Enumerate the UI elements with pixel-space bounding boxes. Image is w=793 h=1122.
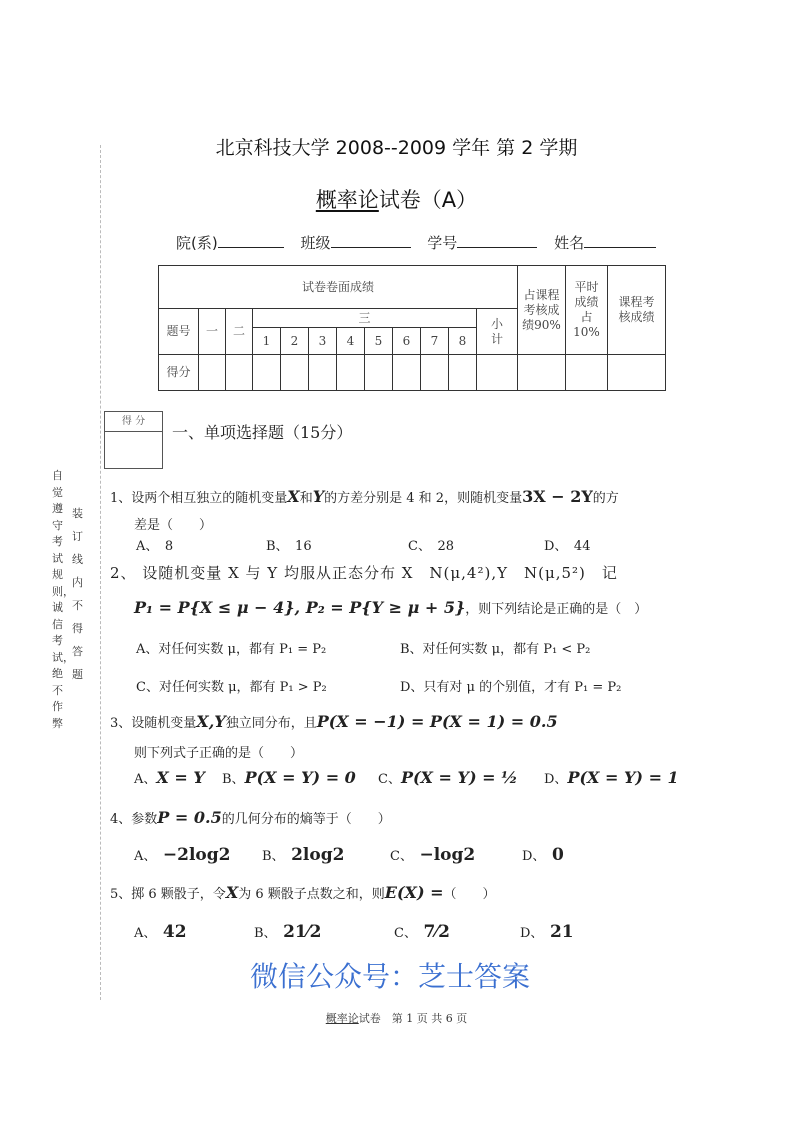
sub-header: 5	[365, 328, 393, 355]
q-text: 为 6 颗骰子点数之和，则	[238, 887, 385, 902]
q-text: 1、设两个相互独立的随机变量	[110, 491, 288, 506]
question-4	[110, 808, 391, 827]
math: Y	[312, 487, 325, 506]
q-text: 的方	[592, 491, 619, 506]
math: P(X = Y) = ½	[400, 768, 518, 787]
math: −2log2	[162, 845, 231, 865]
math: X	[225, 883, 239, 902]
option-letter: C、	[378, 772, 401, 787]
q-text: ，则下列结论是正确的是（ ）	[465, 602, 648, 617]
question-3	[110, 712, 558, 731]
score-cell	[608, 355, 666, 391]
option-b[interactable]	[254, 922, 321, 942]
watermark: 微信公众号：芝士答案	[250, 960, 531, 993]
option-b[interactable]	[262, 845, 344, 865]
score-cell	[281, 355, 309, 391]
score-cell	[309, 355, 337, 391]
score-cell	[226, 355, 253, 391]
option-letter: D、	[544, 772, 568, 787]
sub-header: 1	[253, 328, 281, 355]
score-cell	[199, 355, 226, 391]
section-title: 一、单项选择题（15分）	[172, 423, 353, 442]
option-a[interactable]: A、 8	[136, 539, 174, 554]
name-label: 姓名	[554, 234, 585, 252]
score-cell	[477, 355, 518, 391]
math: P(X = Y) = 0	[244, 768, 356, 787]
option-letter: C、	[394, 926, 411, 941]
option-c[interactable]: C、对任何实数 μ，都有 P₁ > P₂	[136, 680, 327, 695]
score-cell	[518, 355, 566, 391]
name-field[interactable]	[584, 232, 656, 248]
option-d[interactable]	[544, 768, 679, 787]
section-score-box	[104, 411, 163, 469]
option-letter: C、	[390, 849, 407, 864]
sub-header: 6	[393, 328, 421, 355]
option-a[interactable]	[134, 922, 187, 942]
q2-header: 二	[226, 309, 253, 355]
q-text: 4、参数	[110, 812, 158, 827]
student-info	[176, 232, 668, 253]
option-letter: D、	[520, 926, 537, 941]
paper-label: 试卷（A）	[378, 188, 478, 212]
usual-pct-header: 平时成绩占10%	[566, 266, 608, 355]
score-cell	[365, 355, 393, 391]
sub-header: 4	[337, 328, 365, 355]
score-cell	[421, 355, 449, 391]
q-text: 独立同分布，且	[225, 716, 317, 731]
question-2: 2、 设随机变量 X 与 Y 均服从正态分布 X N(μ,4²),Y N(μ,5²) 记	[110, 564, 618, 582]
footer-subject: 概率论	[325, 1012, 359, 1025]
q-text: （ ）	[443, 887, 496, 902]
score-cell	[566, 355, 608, 391]
exam-title: 北京科技大学 2008--2009 学年 第 2 学期	[215, 137, 578, 159]
subject-name: 概率论	[315, 188, 379, 212]
option-letter: A、	[134, 772, 157, 787]
option-letter: B、	[262, 849, 279, 864]
option-letter: B、	[222, 772, 245, 787]
option-letter: A、	[134, 849, 150, 864]
sub-header: 8	[449, 328, 477, 355]
score-cell	[449, 355, 477, 391]
math: X	[287, 487, 300, 506]
option-c[interactable]	[394, 922, 450, 942]
dept-field[interactable]	[218, 232, 284, 248]
page-footer	[0, 1010, 793, 1026]
course-pct-header: 占课程考核成绩90%	[518, 266, 566, 355]
math: X = Y	[156, 768, 205, 787]
option-b[interactable]: B、 16	[266, 539, 312, 554]
option-b[interactable]: B、对任何实数 μ，都有 P₁ < P₂	[400, 642, 591, 657]
subtotal-header: 小计	[477, 309, 518, 355]
course-total-header: 课程考核成绩	[608, 266, 666, 355]
math: P(X = −1) = P(X = 1) = 0.5	[316, 712, 558, 731]
option-b[interactable]	[222, 768, 356, 787]
question-1-line2: 差是（ ）	[134, 518, 213, 533]
score-cell	[393, 355, 421, 391]
q3-header: 三	[253, 309, 477, 328]
q1-header: 一	[199, 309, 226, 355]
question-3-line2: 则下列式子正确的是（ ）	[134, 746, 304, 761]
integrity-notice: 自觉遵守考试规则，诚信考试，绝不作弊	[52, 469, 74, 730]
option-c[interactable]	[390, 845, 475, 865]
paper-score-header: 试卷卷面成绩	[159, 266, 518, 309]
q-text: 的方差分别是 4 和 2，则随机变量	[324, 491, 523, 506]
option-d[interactable]: D、只有对 μ 的个别值，才有 P₁ = P₂	[400, 680, 622, 695]
option-d[interactable]: D、 44	[544, 539, 591, 554]
question-number-label: 题号	[159, 309, 199, 355]
option-c[interactable]: C、 28	[408, 539, 454, 554]
q-text: 和	[299, 491, 313, 506]
q-text: 3、设随机变量	[110, 716, 197, 731]
dept-label: 院(系)	[176, 234, 218, 252]
math: 2log2	[291, 845, 345, 865]
option-letter: D、	[522, 849, 539, 864]
binding-notice: 装订线内不得答题	[72, 507, 83, 681]
class-label: 班级	[300, 234, 331, 252]
score-cell	[253, 355, 281, 391]
question-1	[110, 487, 619, 506]
option-letter: A、	[134, 926, 150, 941]
question-5	[110, 883, 496, 902]
math: P₁ = P{X ≤ μ − 4}, P₂ = P{Y ≥ μ + 5}	[134, 598, 466, 617]
math: 21	[549, 922, 574, 942]
score-row-label: 得分	[159, 355, 199, 391]
option-d[interactable]	[522, 845, 564, 865]
sub-header: 3	[309, 328, 337, 355]
option-c[interactable]	[378, 768, 518, 787]
option-a[interactable]	[134, 845, 231, 865]
q-text: 5、掷 6 颗骰子，令	[110, 887, 226, 902]
score-table	[158, 265, 666, 391]
class-field[interactable]	[331, 232, 411, 248]
score-cell	[337, 355, 365, 391]
q-text: 的几何分布的熵等于（ ）	[221, 812, 391, 827]
option-letter: B、	[254, 926, 271, 941]
math: 7⁄2	[423, 922, 450, 942]
option-a[interactable]: A、对任何实数 μ，都有 P₁ = P₂	[136, 642, 327, 657]
math: 3X − 2Y	[522, 487, 593, 506]
score-box-label: 得 分	[105, 412, 162, 432]
id-label: 学号	[427, 234, 458, 252]
binding-line	[100, 145, 101, 1000]
question-2-line2	[134, 598, 647, 617]
option-d[interactable]	[520, 922, 574, 942]
exam-subtitle	[0, 184, 793, 214]
sub-header: 7	[421, 328, 449, 355]
math: X,Y	[196, 712, 226, 731]
math: 0	[551, 845, 564, 865]
math: E(X) =	[384, 883, 444, 902]
math: P(X = Y) = 1	[567, 768, 679, 787]
math: 21⁄2	[283, 922, 322, 942]
math: P = 0.5	[157, 808, 222, 827]
sub-header: 2	[281, 328, 309, 355]
page-number: 试卷 第 1 页 共 6 页	[358, 1012, 468, 1025]
math: −log2	[419, 845, 476, 865]
id-field[interactable]	[457, 232, 537, 248]
option-a[interactable]	[134, 768, 205, 787]
math: 42	[162, 922, 187, 942]
